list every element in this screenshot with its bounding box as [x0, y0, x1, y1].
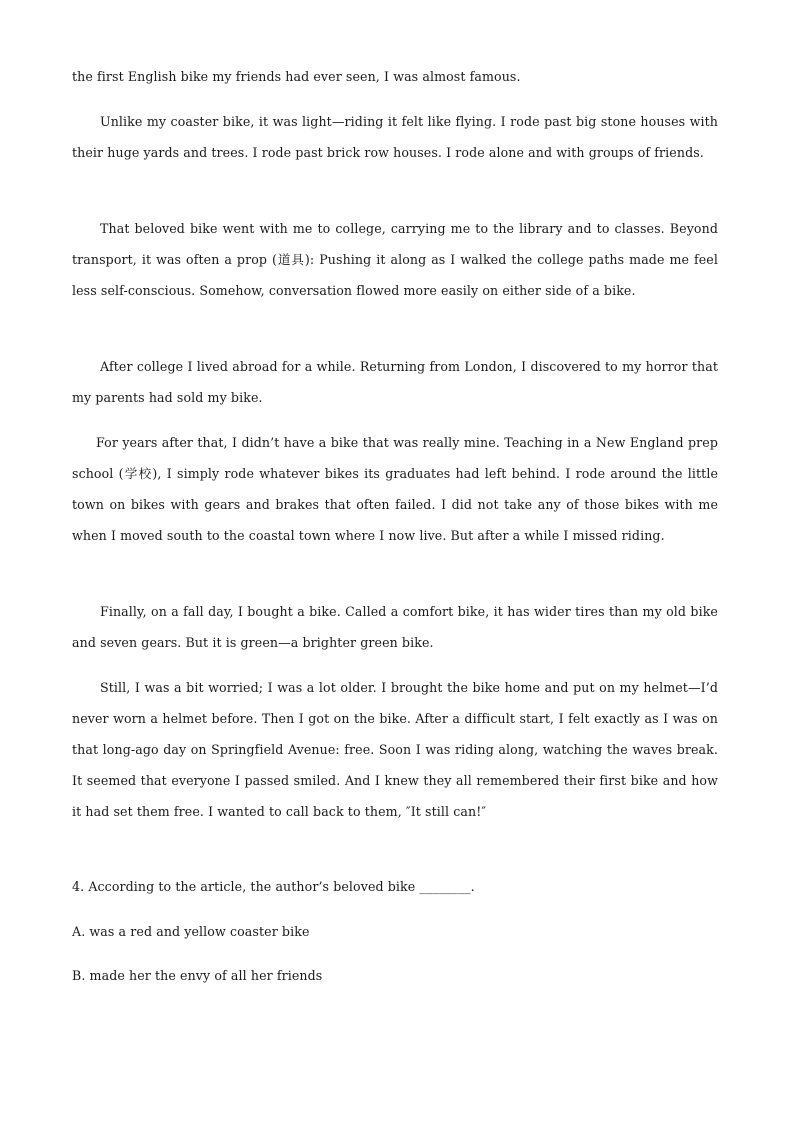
paragraph-4: After college I lived abroad for a while. Returning from London, I discovered to my horror that my parents had sold my bike. — [72, 359, 718, 405]
paragraph-5: For years after that, I didn’t have a bike that was really mine. Teaching in a New England prep school (学校), I simply rode whatever bikes its graduates had left behind. I rode around the little town on bikes with gears and brakes that often failed. I did not take any of those bikes with me when I moved south to the coastal town where I now live. But after a while I missed riding. — [72, 435, 718, 543]
paragraph-6: Finally, on a fall day, I bought a bike. Called a comfort bike, it has wider tires than my old bike and seven gears. But it is green—a brighter green bike. — [72, 604, 718, 650]
paragraph-2: Unlike my coaster bike, it was light—riding it felt like flying. I rode past big stone houses with their huge yards and trees. I rode past brick row houses. I rode alone and with groups of friends. — [72, 114, 718, 160]
option-a: A. was a red and yellow coaster bike — [72, 924, 310, 939]
paragraph-7: Still, I was a bit worried; I was a lot older. I brought the bike home and put on my helmet—I’d never worn a helmet before. Then I got on the bike. After a difficult start, I felt exactly as I was on that long-ago day on Springfield Avenue: free. Soon I was riding along, watching the waves break. It seemed that everyone I passed smiled. And I knew they all remembered their first bike and how it had set them free. I wanted to call back to them, ″It still can!″ — [72, 680, 718, 819]
paragraph-3: That beloved bike went with me to college, carrying me to the library and to classes. Beyond transport, it was often a prop (道具): Pushing it along as I walked the college paths made me feel less self-conscious. Somehow, conversation flowed more easily on either side of a bike. — [72, 221, 718, 298]
paragraph-1: the first English bike my friends had ever seen, I was almost famous. — [72, 69, 521, 84]
question-stem: 4. According to the article, the author’s beloved bike ________. — [72, 879, 475, 894]
option-b: B. made her the envy of all her friends — [72, 968, 323, 983]
